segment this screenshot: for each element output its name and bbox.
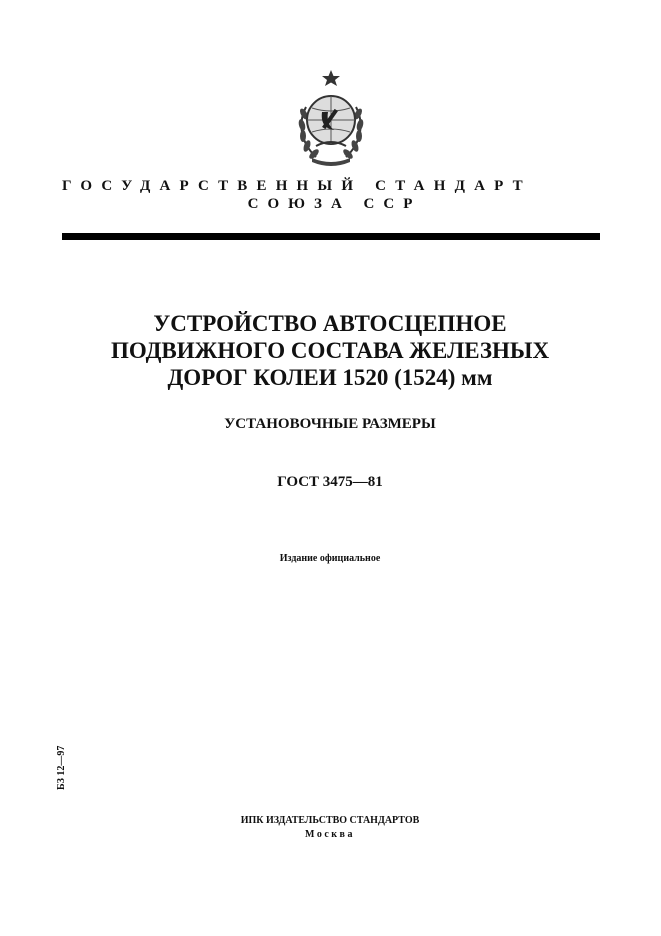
side-code: БЗ 12—97	[56, 745, 67, 790]
edition-note: Издание официальное	[279, 553, 381, 564]
document-subtitle: УСТАНОВОЧНЫЕ РАЗМЕРЫ	[224, 416, 436, 432]
header-rule	[62, 233, 600, 240]
gost-number: ГОСТ 3475—81	[277, 474, 383, 490]
publisher-city: Москва	[305, 829, 355, 840]
title-line-2: ПОДВИЖНОГО СОСТАВА ЖЕЛЕЗНЫХ	[110, 338, 550, 363]
title-line-3: ДОРОГ КОЛЕИ 1520 (1524) мм	[167, 365, 493, 390]
document-title	[60, 310, 600, 391]
header-ussr: СОЮЗА ССР	[247, 196, 422, 212]
title-line-1: УСТРОЙСТВО АВТОСЦЕПНОЕ	[153, 311, 507, 336]
header-state-standard: ГОСУДАРСТВЕННЫЙ СТАНДАРТ	[62, 178, 532, 194]
ussr-emblem-icon	[276, 62, 386, 172]
publisher: ИПК ИЗДАТЕЛЬСТВО СТАНДАРТОВ	[240, 815, 420, 826]
